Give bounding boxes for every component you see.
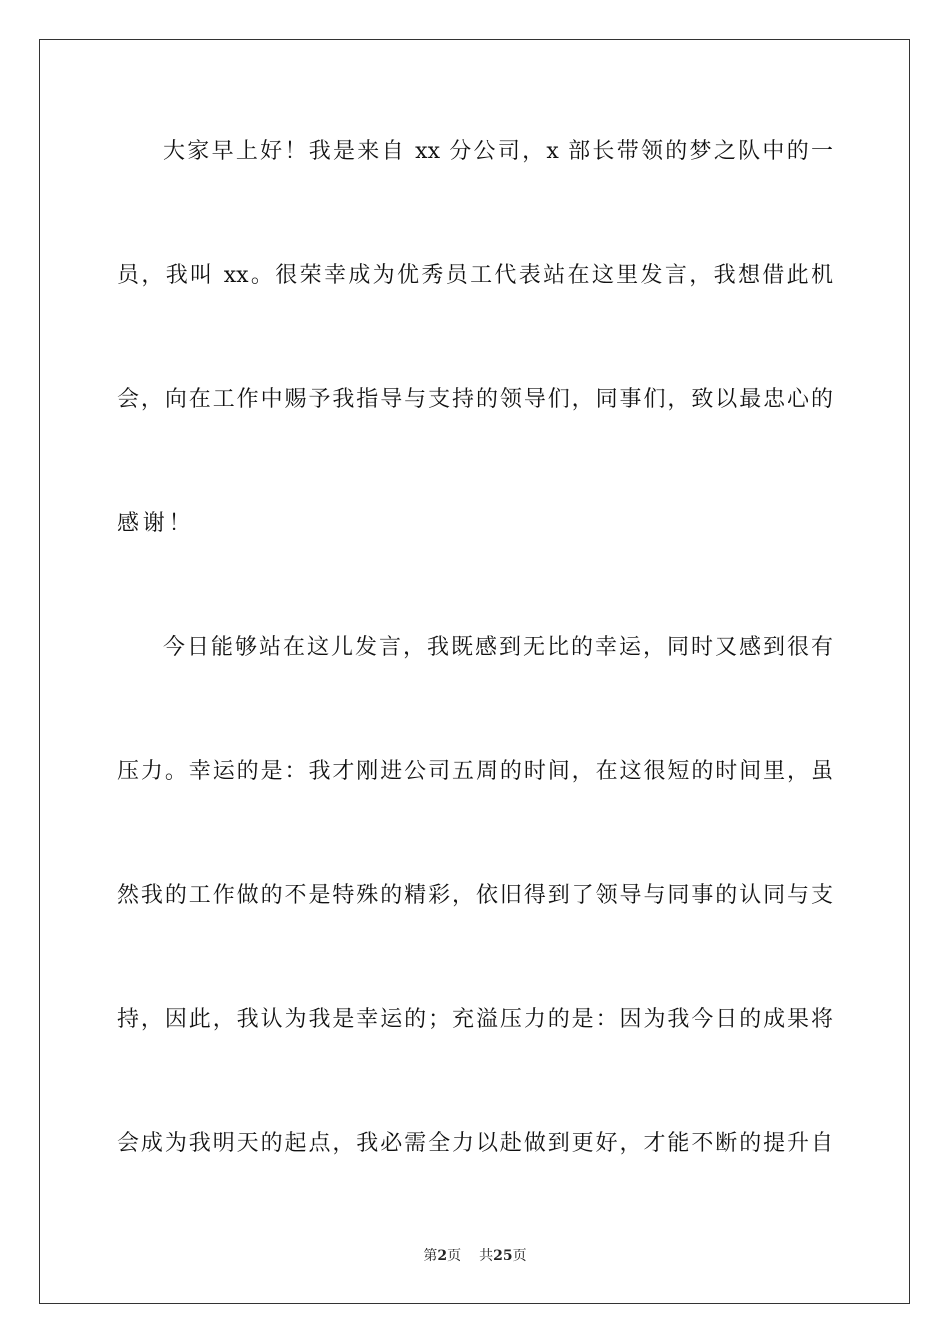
paragraph-line: 大家早上好！我是来自 xx 分公司，x 部长带领的梦之队中的一 [163, 139, 833, 164]
page-prefix: 第 [423, 1248, 438, 1264]
paragraph-line: 会成为我明天的起点，我必需全力以赴做到更好，才能不断的提升自 [117, 1131, 833, 1156]
page-suffix: 页 [447, 1248, 462, 1264]
total-prefix: 共 [479, 1248, 494, 1264]
paragraph-line: 员，我叫 xx。很荣幸成为优秀员工代表站在这里发言，我想借此机 [117, 263, 833, 288]
total-suffix: 页 [512, 1248, 527, 1264]
page-footer [0, 1246, 950, 1266]
paragraph-line: 持，因此，我认为我是幸运的；充溢压力的是：因为我今日的成果将 [117, 1007, 833, 1032]
paragraph-line: 感谢！ [117, 511, 195, 536]
page-border [39, 39, 910, 1304]
total-pages: 25 [493, 1248, 513, 1264]
paragraph-line: 然我的工作做的不是特殊的精彩，依旧得到了领导与同事的认同与支 [117, 883, 833, 908]
paragraph-line: 今日能够站在这儿发言，我既感到无比的幸运，同时又感到很有 [163, 635, 833, 660]
paragraph-line: 压力。幸运的是：我才刚进公司五周的时间，在这很短的时间里，虽 [117, 759, 833, 784]
page-number: 2 [437, 1248, 448, 1264]
paragraph-line: 会，向在工作中赐予我指导与支持的领导们，同事们，致以最忠心的 [117, 387, 833, 412]
